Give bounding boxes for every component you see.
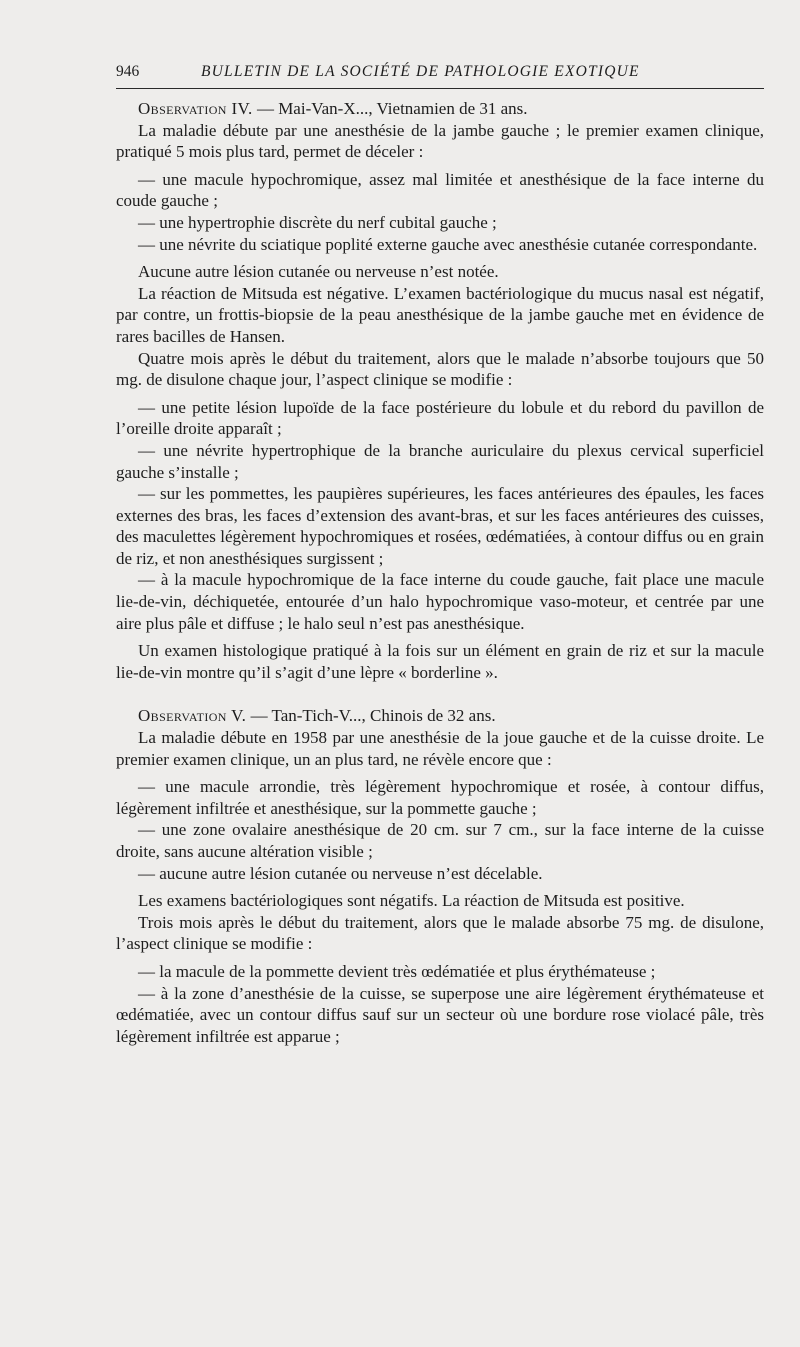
page <box>116 58 764 1047</box>
paragraph: Les examens bactériologiques sont négatifs. La réaction de Mitsuda est positive. <box>138 891 685 911</box>
list-item: — sur les pommettes, les paupières supérieures, les faces antérieures des épaules, les faces externes des bras, les faces d’extension des avant-bras, et sur les faces antérieures des cuisses, des maculettes légèrement hypochromiques et rosées, œdématiées, à contour diffus ou en grain de riz, et non anesthésiques surgissent ; <box>116 484 764 568</box>
observation-4-label: Observation IV. <box>138 99 253 118</box>
page-number: 946 <box>116 63 140 80</box>
list-item: — la macule de la pommette devient très œdématiée et plus érythémateuse ; <box>138 961 656 981</box>
article-body <box>116 98 764 1047</box>
list-item: — à la zone d’anesthésie de la cuisse, se superpose une aire légèrement érythémateuse et œdématiée, avec un contour diffus sauf sur un secteur où une bordure rose violacé pâle, très légèrement infiltrée est apparue ; <box>116 983 764 1046</box>
paragraph: Un examen histologique pratiqué à la fois sur un élément en grain de riz et sur la macule lie-de-vin montre qu’il s’agit d’une lèpre « borderline ». <box>116 641 764 682</box>
observation-4-heading <box>116 98 764 120</box>
list-item: — une névrite du sciatique poplité externe gauche avec anesthésie cutanée correspondante. <box>138 234 758 254</box>
paragraph: Trois mois après le début du traitement, alors que le malade absorbe 75 mg. de disulone, l’aspect clinique se modifie : <box>116 912 764 954</box>
list-item: — à la macule hypochromique de la face interne du coude gauche, fait place une macule lie-de-vin, déchiquetée, entourée d’un halo hypochromique vaso-moteur, et centrée par une aire plus pâle et diffuse ; le halo seul n’est pas anesthésique. <box>116 570 764 633</box>
observation-5-heading-text: — Tan-Tich-V..., Chinois de 32 ans. <box>246 706 496 726</box>
paragraph: La maladie débute en 1958 par une anesthésie de la joue gauche et de la cuisse droite. Le premier examen clinique, un an plus tard, ne révèle encore que : <box>116 728 764 769</box>
list-item: — aucune autre lésion cutanée ou nerveuse n’est décelable. <box>138 863 543 883</box>
running-header <box>116 58 764 89</box>
list-item: — une névrite hypertrophique de la branche auriculaire du plexus cervical superficiel gauche s’installe ; <box>116 440 764 482</box>
observation-5-label: Observation V. <box>138 706 247 726</box>
paragraph: Aucune autre lésion cutanée ou nerveuse n’est notée. <box>138 262 499 282</box>
list-item: — une macule hypochromique, assez mal limitée et anesthésique de la face interne du coude gauche ; <box>116 169 764 211</box>
paragraph: La réaction de Mitsuda est négative. L’examen bactériologique du mucus nasal est négatif, par contre, un frottis-biopsie de la peau anesthésique de la jambe gauche met en évidence de rares bacilles de Hansen. <box>116 283 764 346</box>
list-item: — une petite lésion lupoïde de la face postérieure du lobule et du rebord du pavillon de l’oreille droite apparaît ; <box>116 397 764 439</box>
journal-title: BULLETIN DE LA SOCIÉTÉ DE PATHOLOGIE EXOTIQUE <box>201 63 640 80</box>
observation-4-heading-text: — Mai-Van-X..., Vietnamien de 31 ans. <box>252 99 528 118</box>
list-item: — une zone ovalaire anesthésique de 20 cm. sur 7 cm., sur la face interne de la cuisse droite, sans aucune altération visible ; <box>116 820 764 861</box>
paragraph: Quatre mois après le début du traitement, alors que le malade n’absorbe toujours que 50 mg. de disulone chaque jour, l’aspect clinique se modifie : <box>116 348 764 390</box>
list-item: — une macule arrondie, très légèrement hypochromique et rosée, à contour diffus, légèrement infiltrée et anesthésique, sur la pommette gauche ; <box>116 777 764 818</box>
observation-5-heading <box>116 705 764 727</box>
paragraph: La maladie débute par une anesthésie de la jambe gauche ; le premier examen clinique, pratiqué 5 mois plus tard, permet de déceler : <box>116 120 764 162</box>
list-item: — une hypertrophie discrète du nerf cubital gauche ; <box>138 212 497 232</box>
